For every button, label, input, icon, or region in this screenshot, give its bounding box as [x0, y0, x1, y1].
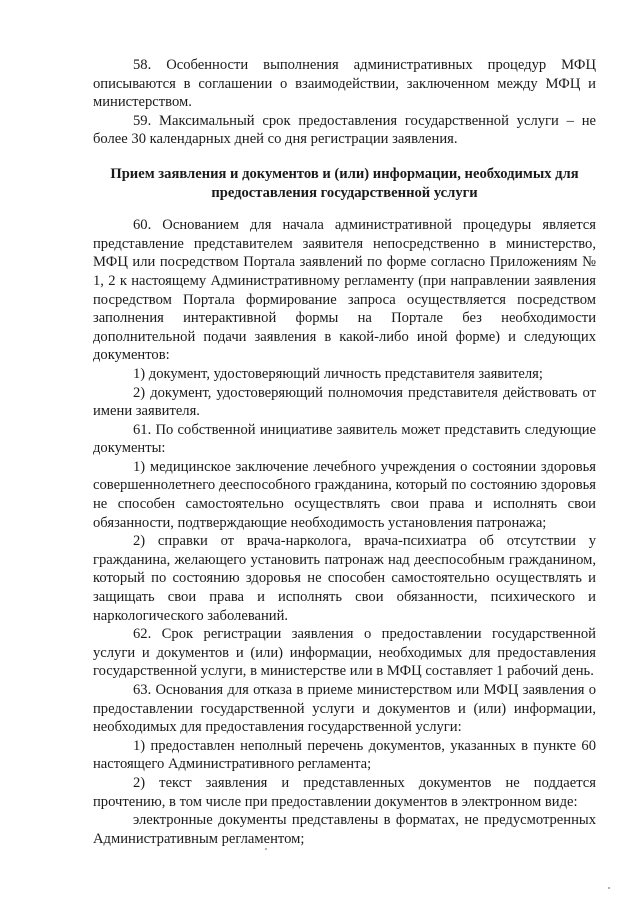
- paragraph-60-item-2: 2) документ, удостоверяющий полномочия представителя действовать от имени заявителя.: [93, 384, 596, 420]
- paragraph-62: 62. Срок регистрации заявления о предоставлении государственной услуги и документов и (или) информации, необходимых для предоставления государственной услуги, в министерстве или в МФЦ составляет 1 рабочий день.: [93, 626, 596, 680]
- scan-speck: [608, 887, 610, 889]
- paragraph-60: 60. Основанием для начала административной процедуры является представление представителем заявителя непосредственно в министерство, МФЦ или посредством Портала заявлений по форме согласно Приложениям № 1, 2 к настоящему Административному регламенту (при направлении заявления посредством Портала формирование запроса осуществляется посредством заполнения интерактивной формы на Портале без необходимости дополнительной подачи заявления в какой-либо иной форме) и следующих документов:: [93, 217, 596, 364]
- paragraph-63-item-1: 1) предоставлен неполный перечень документов, указанных в пункте 60 настоящего Административного регламента;: [93, 737, 596, 773]
- paragraph-61-item-1: 1) медицинское заключение лечебного учреждения о состоянии здоровья совершеннолетнего дееспособного гражданина, который по состоянию здоровья не способен самостоятельно осуществлять свои права и исполнять свои обязанности, подтверждающие необходимость установления патронажа;: [93, 458, 596, 531]
- page-content: [93, 56, 596, 848]
- paragraph-63-item-2: 2) текст заявления и представленных документов не поддается прочтению, в том числе при предоставлении документов в электронном виде:: [93, 774, 596, 810]
- scan-speck: [265, 848, 267, 850]
- paragraph-58: 58. Особенности выполнения административных процедур МФЦ описываются в соглашении о взаимодействии, заключенном между МФЦ и министерством.: [93, 57, 596, 111]
- paragraph-59: 59. Максимальный срок предоставления государственной услуги – не более 30 календарных дней со дня регистрации заявления.: [93, 112, 596, 148]
- paragraph-60-item-1: 1) документ, удостоверяющий личность представителя заявителя;: [133, 365, 543, 382]
- paragraph-63-item-2-sub: электронные документы представлены в форматах, не предусмотренных Административным регламентом;: [93, 812, 596, 847]
- paragraph-61: 61. По собственной инициативе заявитель может представить следующие документы:: [93, 421, 596, 457]
- paragraph-61-item-2: 2) справки от врача-нарколога, врача-психиатра об отсутствии у гражданина, желающего установить патронаж над дееспособным гражданином, который по состоянию здоровья не способен самостоятельно осуществлять и защищать свои права и исполнять свои обязанности, психического и наркологического заболеваний.: [93, 533, 596, 624]
- paragraph-63: 63. Основания для отказа в приеме министерством или МФЦ заявления о предоставлении государственной услуги и документов и (или) информации, необходимых для предоставления государственной услуги:: [93, 682, 596, 736]
- section-heading: Прием заявления и документов и (или) информации, необходимых для предоставления государственной услуги: [110, 165, 579, 201]
